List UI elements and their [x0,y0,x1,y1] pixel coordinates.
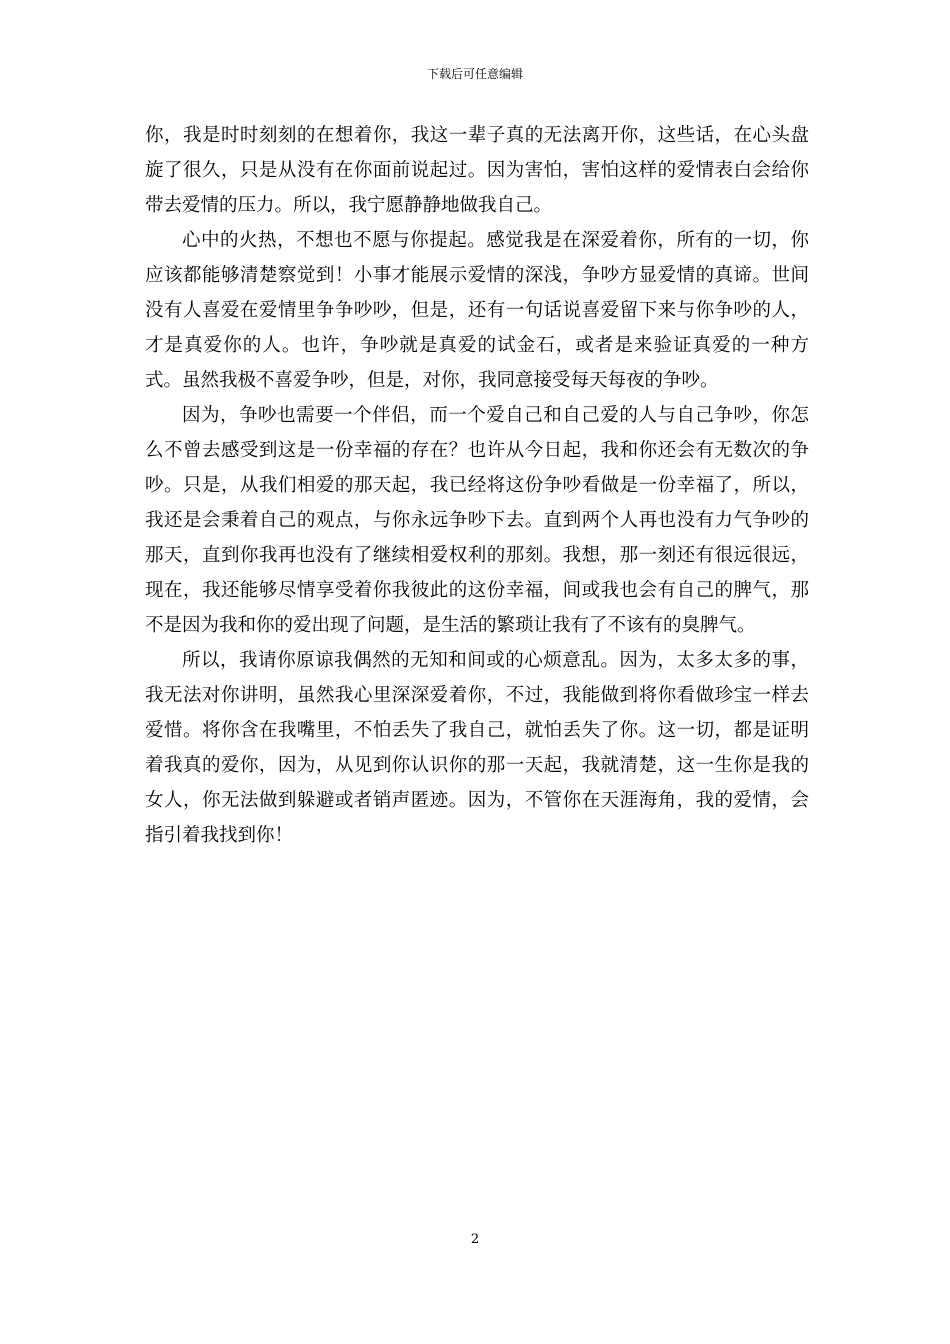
paragraph: 因为，争吵也需要一个伴侣，而一个爱自己和自己爱的人与自己争吵，你怎么不曾去感受到这是一份幸福的存在？也许从今日起，我和你还会有无数次的争吵。只是，从我们相爱的那天起，我已经将这份争吵看做是一份幸福了，所以，我还是会秉着自己的观点，与你永远争吵下去。直到两个人再也没有力气争吵的那天，直到你我再也没有了继续相爱权利的那刻。我想，那一刻还有很远很远，现在，我还能够尽情享受着你我彼此的这份幸福，间或我也会有自己的脾气，那不是因为我和你的爱出现了问题，是生活的繁琐让我有了不该有的臭脾气。 [145,405,809,636]
paragraph: 心中的火热，不想也不愿与你提起。感觉我是在深爱着你，所有的一切，你应该都能够清楚察觉到！小事才能展示爱情的深浅，争吵方显爱情的真谛。世间没有人喜爱在爱情里争争吵吵，但是，还有一句话说喜爱留下来与你争吵的人，才是真爱你的人。也许，争吵就是真爱的试金石，或者是来验证真爱的一种方式。虽然我极不喜爱争吵，但是，对你，我同意接受每天每夜的争吵。 [145,230,809,391]
document-body [145,118,809,853]
page-header: 下载后可任意编辑 [426,67,523,81]
paragraph: 所以，我请你原谅我偶然的无知和间或的心烦意乱。因为，太多太多的事，我无法对你讲明，虽然我心里深深爱着你，不过，我能做到将你看做珍宝一样去爱惜。将你含在我嘴里，不怕丢失了我自己，就怕丢失了你。这一切，都是证明着我真的爱你，因为，从见到你认识你的那一天起，我就清楚，这一生你是我的女人，你无法做到躲避或者销声匿迹。因为，不管你在天涯海角，我的爱情，会指引着我找到你！ [145,650,809,846]
paragraph-continuation: 你，我是时时刻刻的在想着你，我这一辈子真的无法离开你，这些话，在心头盘旋了很久，只是从没有在你面前说起过。因为害怕，害怕这样的爱情表白会给你带去爱情的压力。所以，我宁愿静静地做我自己。 [145,125,809,216]
page-number: 2 [470,1232,480,1247]
